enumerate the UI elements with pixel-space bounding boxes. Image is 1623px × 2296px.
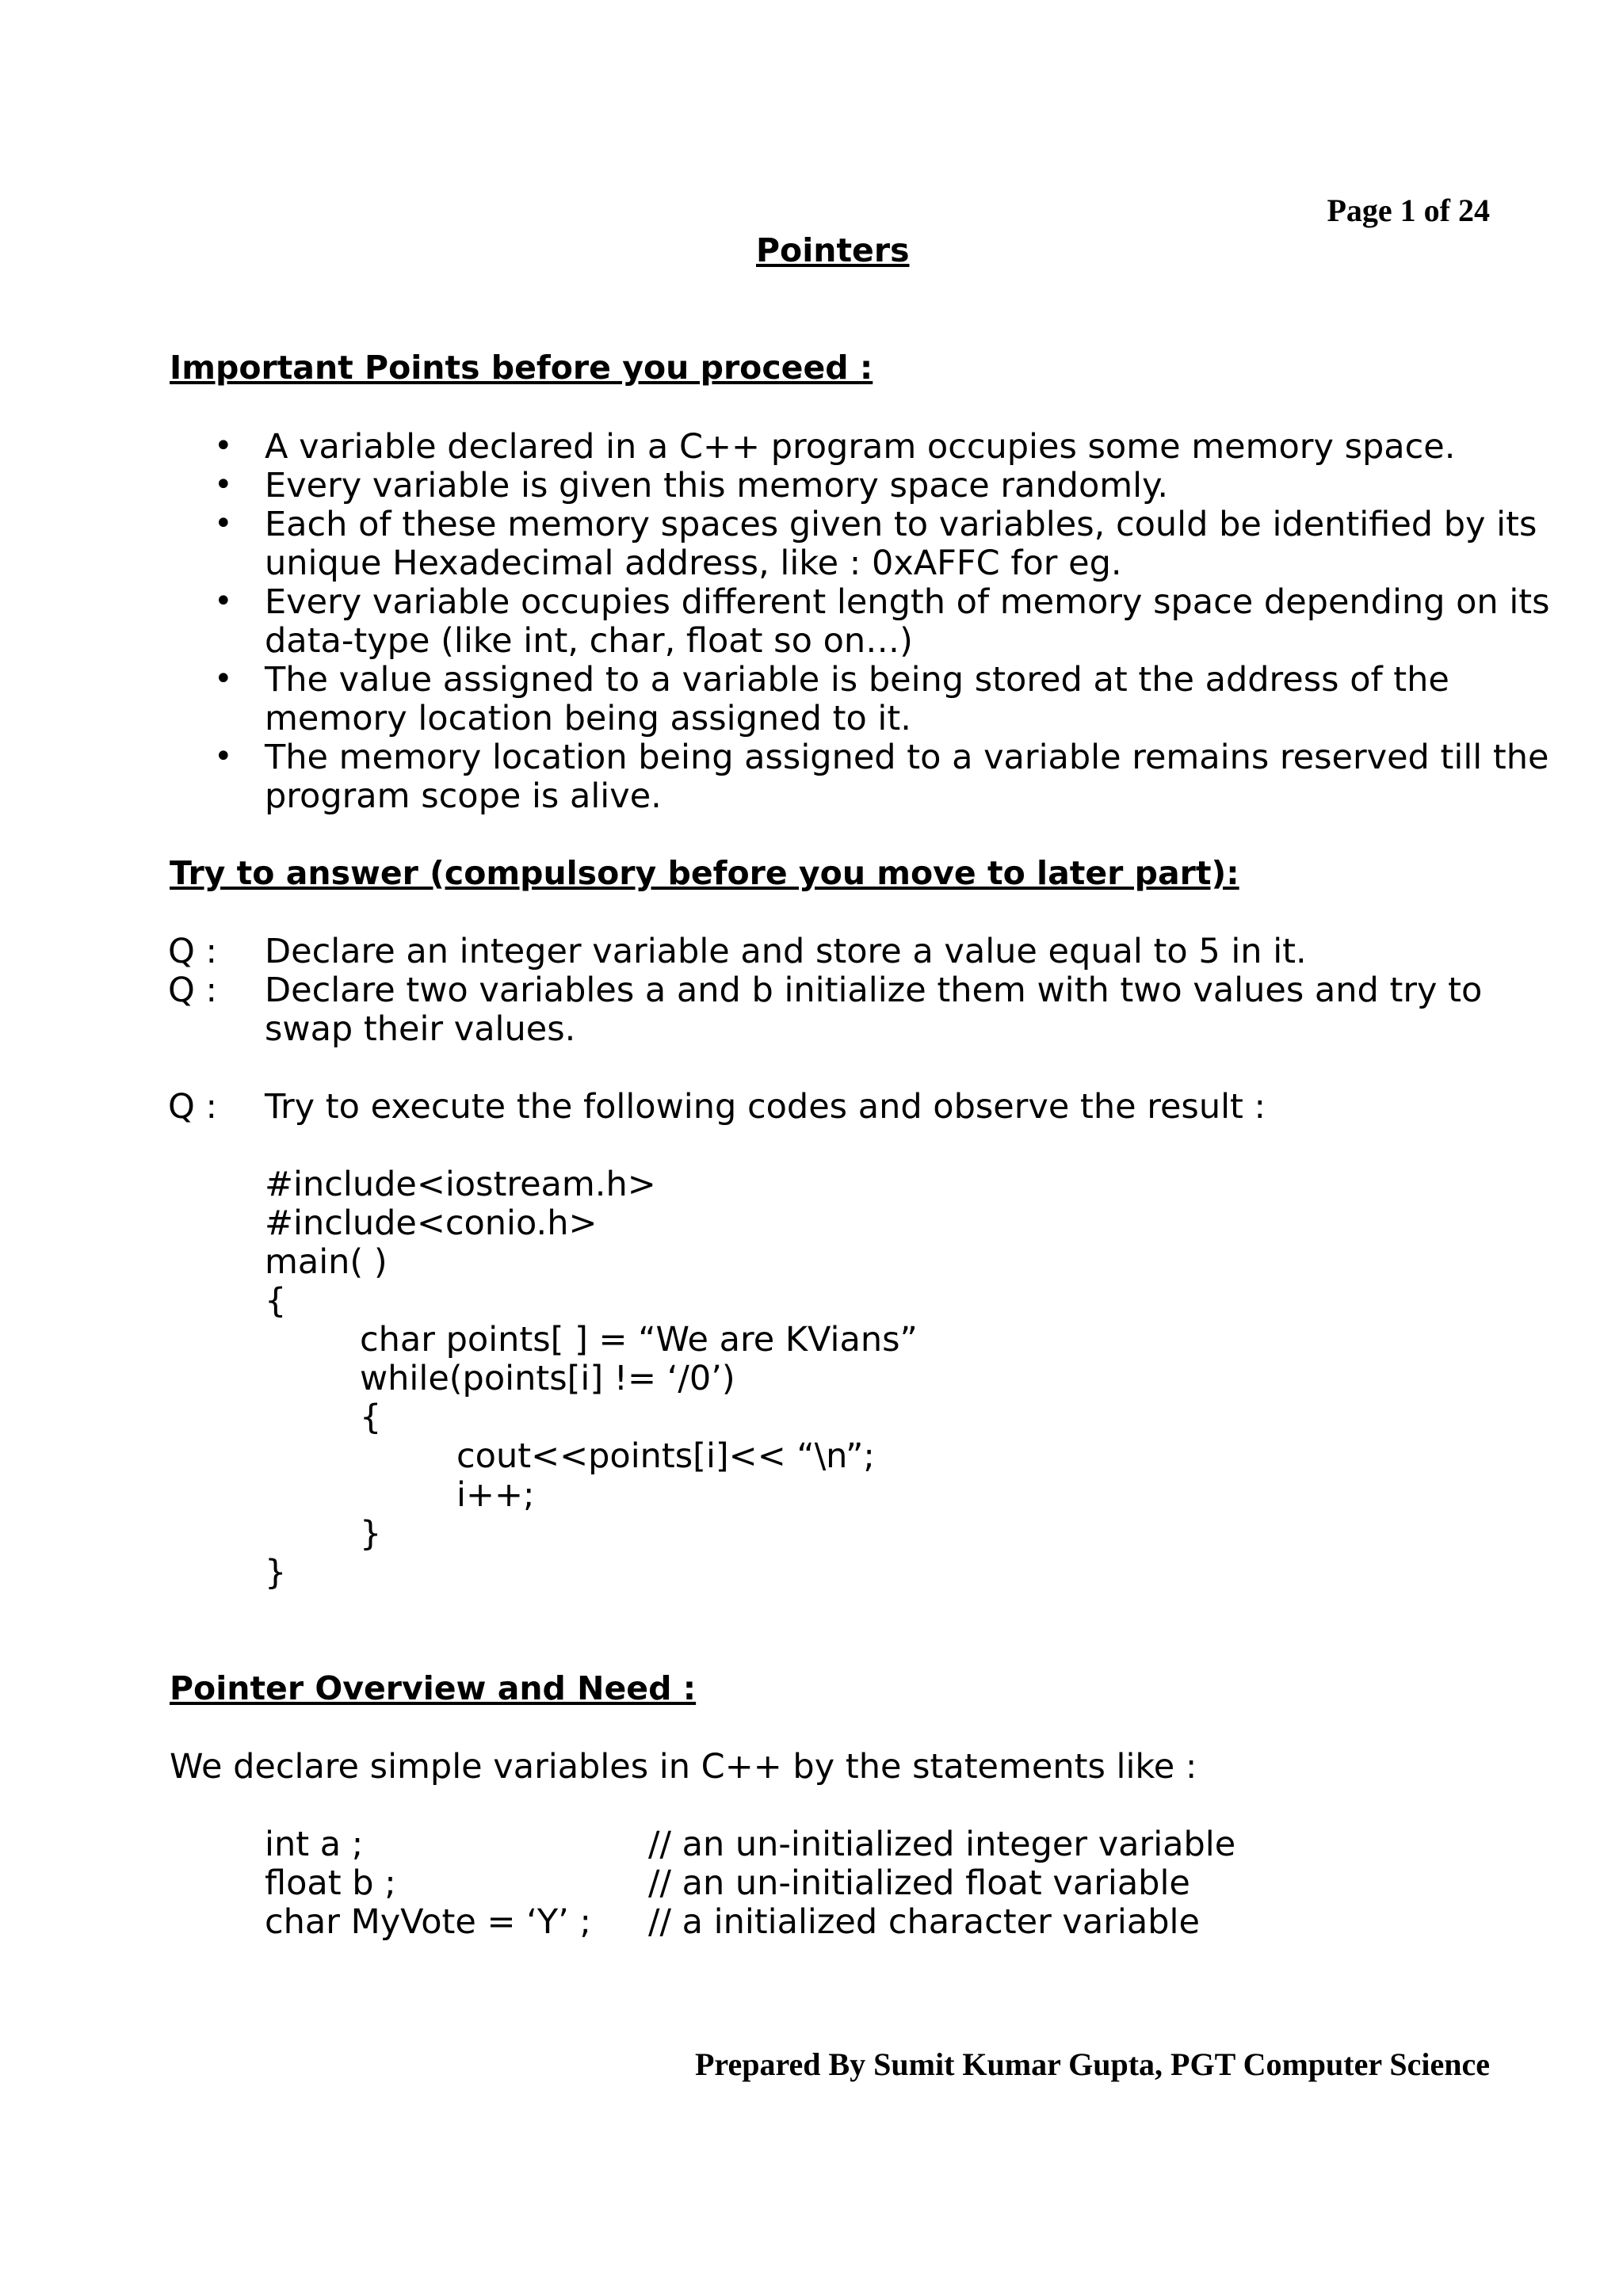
declaration-code: float b ; (265, 1863, 396, 1903)
declaration-code: int a ; (265, 1825, 364, 1864)
page-footer: Prepared By Sumit Kumar Gupta, PGT Computer Science (695, 2046, 1490, 2082)
bullet-marker: • (214, 428, 233, 464)
section-heading-pointer-overview: Pointer Overview and Need : (170, 1669, 697, 1707)
code-line: char points[ ] = “We are KVians” (360, 1320, 918, 1360)
bullet-text-continued: memory location being assigned to it. (265, 699, 911, 738)
question-text-continued: swap their values. (265, 1009, 576, 1049)
bullet-text: The memory location being assigned to a variable remains reserved till the (265, 738, 1549, 777)
code-line: #include<iostream.h> (265, 1165, 656, 1204)
bullet-marker: • (214, 661, 233, 697)
bullet-text: Each of these memory spaces given to variables, could be identified by its (265, 505, 1537, 544)
code-line: } (360, 1514, 382, 1554)
code-line: { (360, 1398, 382, 1437)
question-text: Try to execute the following codes and observe the result : (265, 1087, 1266, 1127)
code-line: } (265, 1553, 287, 1592)
declaration-comment: // a initialized character variable (648, 1902, 1200, 1942)
bullet-marker: • (214, 467, 233, 503)
bullet-text: The value assigned to a variable is being stored at the address of the (265, 660, 1449, 700)
code-line: { (265, 1281, 287, 1321)
declaration-comment: // an un-initialized float variable (648, 1863, 1190, 1903)
bullet-text-continued: data-type (like int, char, float so on…) (265, 621, 913, 661)
bullet-text: Every variable occupies different length of memory space depending on its (265, 582, 1550, 622)
bullet-text: Every variable is given this memory space randomly. (265, 466, 1169, 505)
code-line: cout<<points[i]<< “\n”; (456, 1436, 875, 1476)
bullet-text-continued: program scope is alive. (265, 776, 662, 816)
bullet-marker: • (214, 505, 233, 542)
bullet-text-continued: unique Hexadecimal address, like : 0xAFFC for eg. (265, 543, 1122, 583)
question-label: Q : (168, 1087, 218, 1127)
question-text: Declare two variables a and b initialize them with two values and try to (265, 971, 1483, 1010)
bullet-marker: • (214, 738, 233, 775)
declaration-code: char MyVote = ‘Y’ ; (265, 1902, 591, 1942)
question-text: Declare an integer variable and store a value equal to 5 in it. (265, 932, 1307, 971)
bullet-marker: • (214, 583, 233, 620)
page-number: Page 1 of 24 (1327, 193, 1490, 228)
question-label: Q : (168, 971, 218, 1010)
code-line: while(points[i] != ‘/0’) (360, 1359, 735, 1398)
code-line: #include<conio.h> (265, 1203, 598, 1243)
section-heading-try-to-answer: Try to answer (compulsory before you move to later part): (170, 854, 1239, 892)
page-title: Pointers (756, 231, 910, 269)
section-heading-important-points: Important Points before you proceed : (170, 349, 873, 387)
question-label: Q : (168, 932, 218, 971)
bullet-text: A variable declared in a C++ program occupies some memory space. (265, 427, 1456, 467)
code-line: i++; (456, 1475, 535, 1515)
intro-paragraph: We declare simple variables in C++ by the statements like : (170, 1747, 1197, 1787)
code-line: main( ) (265, 1242, 388, 1282)
declaration-comment: // an un-initialized integer variable (648, 1825, 1236, 1864)
